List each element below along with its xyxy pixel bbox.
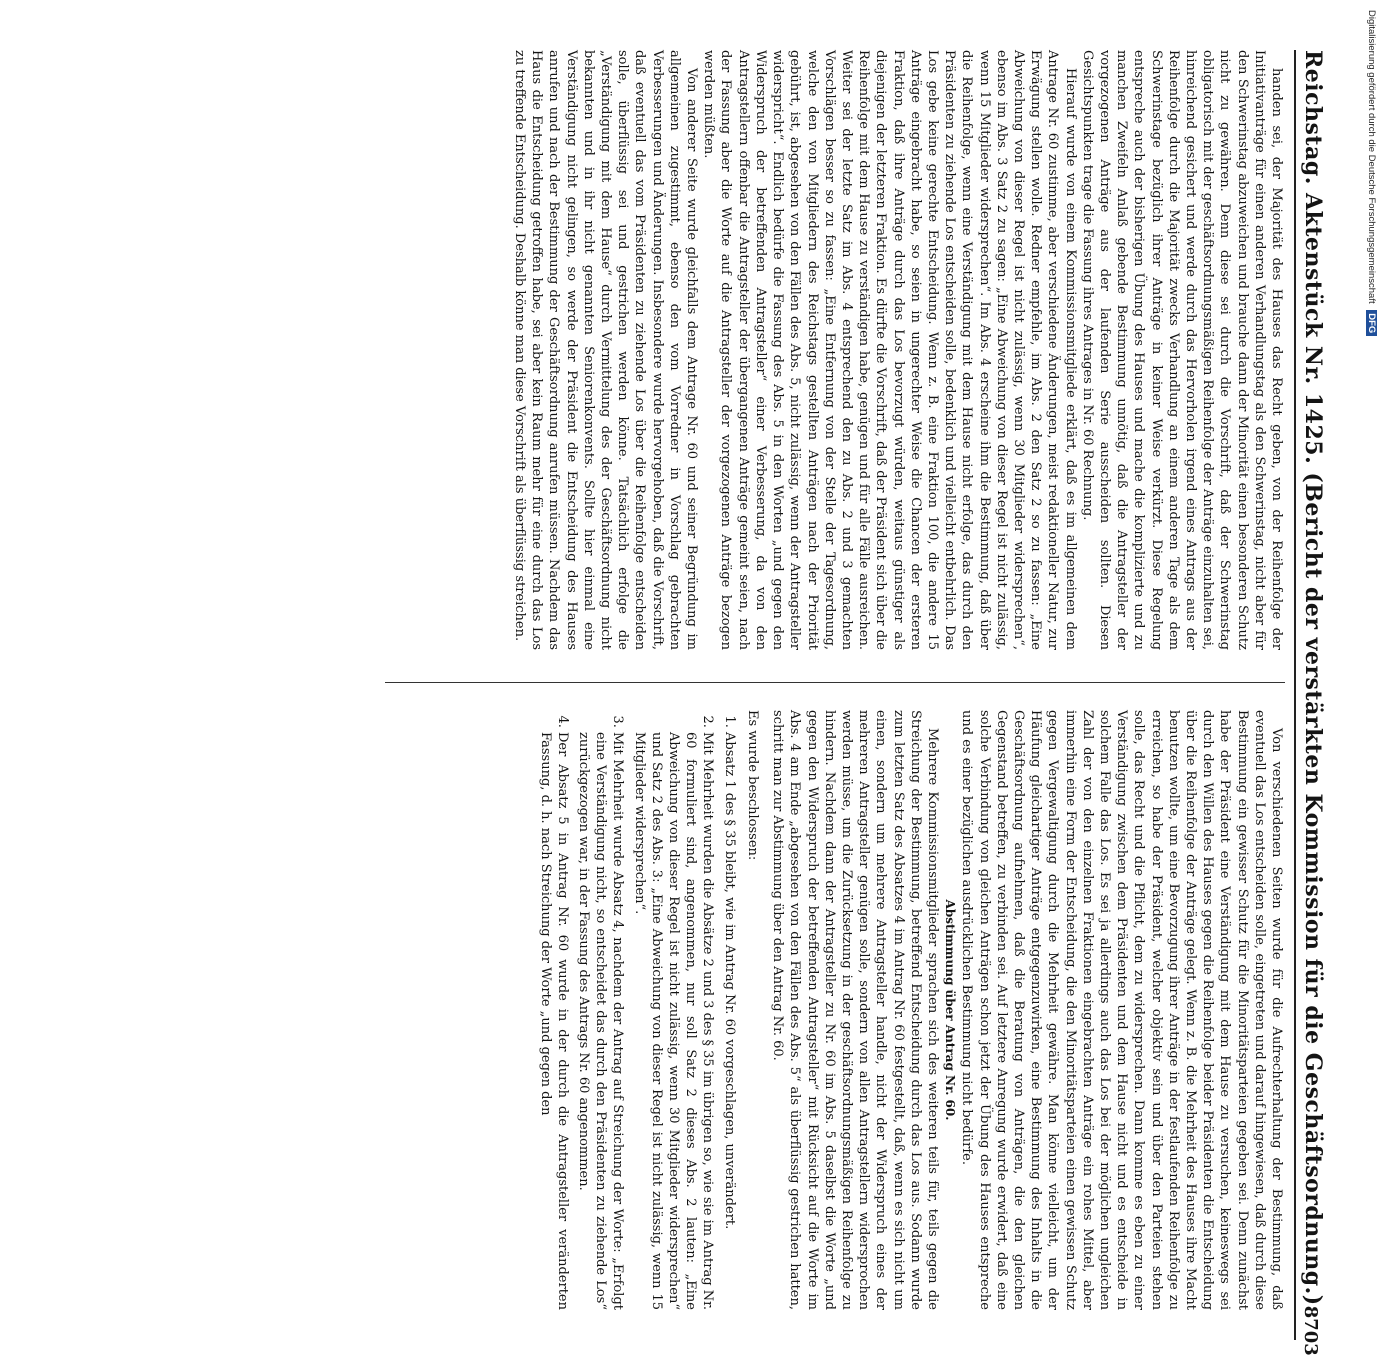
- paragraph: Hierauf wurde von einem Kommissionsmitgliede erklärt, daß es im allgemeinen dem Antrage Nr. 60 zustimme, aber verschiedene Änderungen, meist redaktioneller Natur, zur Erwägung stellen wolle. Redner empfehle, im Abs. 2 den Satz 2 so zu fassen: „Eine Abweichung von dieser Regel ist nicht zulässig, wenn 30 Mitglieder widersprechen“, ebenso im Abs. 3 Satz 2 zu sagen: „Eine Abweichung von dieser Regel ist nicht zulässig, wenn 15 Mitglieder widersprechen“. Im Abs. 4 erscheine ihm die Bestimmung, daß über die Reihenfolge, wenn eine Verständigung mit dem Hause nicht erfolge, das durch den Präsidenten zu ziehende Los entscheiden solle, bedenklich und vielleicht entbehrlich. Das Los gebe keine gerechte Entscheidung. Wenn z. B. eine Fraktion 100, die andere 15 Anträge eingebracht habe, so seien in ungerechter Weise die Chancen der ersteren Fraktion, daß ihre Anträge durch das Los bevorzugt würden, weitaus günstiger als diejenigen der letzteren Fraktion. Es dürfte die Vorschrift, daß der Präsident sich über die Reihenfolge mit dem Hause zu verständigen habe, genügen und für alle Fälle ausreichen. Weiter sei der letzte Satz im Abs. 4 entsprechend den zu Abs. 2 und 3 gemachten Vorschlägen besser so zu fassen: „Eine Entfernung von der Stelle der Tagesordnung, welche den von Mitgliedern des Reichstags gestellten Anträgen nach der Priorität gebührt, ist, abgesehen von den Fällen des Abs. 5, nicht zulässig, wenn der Antragsteller widerspricht“. Endlich bedürfe die Fassung des Abs. 5 in den Worten „und gegen den Widerspruch der betreffenden Antragsteller“ einer Verbesserung, da von den Antragstellern offenbar die Antragsteller der übergangenen Anträge gemeint seien, nach der Fassung aber die Worte auf die Antragsteller der vorgezogenen Anträge bezogen werden müßten.: [701, 50, 1078, 650]
- text-column-right: [532, 710, 1285, 1310]
- paragraph: Von verschiedenen Seiten wurde für die Aufrechterhaltung der Bestimmung, daß eventuell das Los entscheiden solle, eingetreten und darauf hingewiesen, daß durch diese Bestimmung ein gewisser Schutz für die Minoritätsparteien gegeben sei. Denn zunächst habe der Präsident eine Verständigung mit dem Hause zu versuchen, keineswegs sei durch den Willen des Hauses gegen die Reihenfolge beider Präsidenten die Entscheidung über die Reihenfolge der Anträge gelegt. Wenn z. B. die Mehrheit des Hauses ihre Macht benutzen wollte, um eine Bevorzugung ihrer Anträge in der festlaufenden Reihenfolge zu erreichen, so habe der Präsident, welcher objektiv sein und über den Parteien stehen solle, das Recht und die Pflicht, dem zu widersprechen. Dann komme es eben zu einer Verständigung zwischen dem Präsidenten und dem Hause nicht und es entscheide in solchem Falle das Los. Es sei ja allerdings auch das Los bei der möglichen ungleichen Zahl der von den einzelnen Fraktionen eingebrachten Anträge ein rohes Mittel, aber immerhin eine Form der Entscheidung, die den Minoritätsparteien einen gewissen Schutz gegen Vergewaltigung durch die Mehrheit gewähre. Man könne vielleicht, um der Häufung gleichartiger Anträge entgegenzuwirken, eine Bestimmung des Inhalts in die Geschäftsordnung aufnehmen, daß die Beratung von Anträgen, die den gleichen Gegenstand betreffen, zu verbinden sei. Auf letztere Anregung wurde erwidert, daß eine solche Verbindung von gleichen Anträgen schon jetzt der Übung des Hauses entspreche und es einer bezüglichen ausdrücklichen Bestimmung nicht bedürfe.: [959, 710, 1284, 1310]
- text-column-left: [511, 50, 1285, 650]
- list-item: 4. Der Absatz 5 in Antrag Nr. 60 wurde in der durch die Antragsteller veränderten Fassung, d. h. nach Streichung der Worte „und gegen den: [536, 732, 570, 1310]
- paragraph: handen sei, der Majorität des Hauses das Recht geben, von der Reihenfolge der Initiativanträge für einen anderen Verhandlungstag als den Schwerinstag, nicht aber für den Schwerinstag abzuweichen und brauche dann der Minorität einen besonderen Schutz nicht zu gewähren. Denn diese sei durch die Vorschrift, daß der Schwerinstag obligatorisch mit der geschäftsordnungsmäßigen Reihenfolge der Anträge einzuhalten sei, hinreichend gesichert und werde durch das Hervorholen irgend eines Antrags aus der Reihenfolge durch die Majorität zwecks Verhandlung an einem anderen Tage als dem Schwerinstage bezüglich ihrer Anträge in keiner Weise verkürzt. Diese Regelung entspreche auch der bisherigen Übung des Hauses und mache die komplizierte und zu manchen Zweifeln Anlaß gebende Bestimmung unnötig, daß die Antragsteller der vorgezogenen Anträge aus der laufenden Serie ausscheiden sollten. Diesen Gesichtspunkten trage die Fassung ihres Antrages in Nr. 60 Rechnung.: [1079, 50, 1284, 650]
- digitization-credit: [1361, 10, 1379, 990]
- running-head: Reichstag. Aktenstück Nr. 1425. (Bericht der verstärkten Kommission für die Geschäftsordnung.): [1300, 50, 1326, 1306]
- dfg-logo: DFG: [1366, 310, 1377, 336]
- page-header: [1300, 50, 1340, 1356]
- column-divider: [385, 682, 1285, 683]
- paragraph: Von anderer Seite wurde gleichfalls dem Antrage Nr. 60 und seiner Begründung im allgemeinen zugestimmt, ebenso den vom Vorredner in Vorschlag gebrachten Verbesserungen und Änderungen. Insbesondere wurde hervorgehoben, daß die Vorschrift, daß eventuell das vom Präsidenten zu ziehende Los über die Reihenfolge entscheiden solle, überflüssig sei und gestrichen werden könne. Tatsächlich erfolge die „Verständigung mit dem Hause“ durch Vermittelung des der Geschäftsordnung nicht bekannten und in ihr nicht genannten Seniorenkonvents. Sollte hier einmal eine Verständigung nicht gelingen, so werde der Präsident die Entscheidung des Hauses anrufen und nach der Bestimmung der Geschäftsordnung anrufen müssen. Nachdem das Haus die Entscheidung getroffen habe, sei aber kein Raum mehr für eine durch das Los zu treffende Entscheidung. Deshalb könne man diese Vorschrift als überflüssig streichen.: [512, 50, 700, 650]
- credit-text: Digitalisierung gefördert durch die Deutsche Forschungsgemeinschaft: [1366, 10, 1377, 304]
- paragraph: Mehrere Kommissionsmitglieder sprachen sich des weiteren teils für, teils gegen die Streichung der Bestimmung, betreffend Entscheidung durch das Los aus. Sodann wurde zum letzten Satz des Absatzes 4 im Antrag Nr. 60 festgestellt, daß, wenn es sich nicht um einen, sondern um mehrere Antragsteller handle, nicht der Widerspruch eines der mehreren Antragsteller genügen solle, sondern von allen Antragstellern widersprochen werden müsse, um die Zurücksetzung in der geschäftsordnungsmäßigen Reihenfolge zu hindern. Nachdem dann der Antragsteller zu Nr. 60 im Abs. 5 daselbst die Worte „und gegen den Widerspruch der betreffenden Antragsteller“ mit Rücksicht auf die Worte im Abs. 4 am Ende „abgesehen von den Fällen des Abs. 5“ als überflüssig gestrichen hatten, schritt man zur Abstimmung über den Antrag Nr. 60.: [770, 710, 940, 1310]
- rotated-document-page: [50, 50, 1340, 1356]
- page-number: 8703: [1300, 1305, 1321, 1356]
- list-item: 1. Absatz 1 des § 35 bleibt, wie im Antrag Nr. 60 vorgeschlagen, unverändert.: [721, 732, 738, 1310]
- resolution-intro: Es wurde beschlossen:: [744, 710, 760, 861]
- list-item: 3. Mit Mehrheit wurde Absatz 4, nachdem der Antrag auf Streichung der Worte: „Erfolgt eine Verständigung nicht, so entscheidet das durch den Präsidenten zu ziehende Los“ zurückgezogen war, in der Fassung des Antrags Nr. 60 angenommen.: [575, 732, 627, 1310]
- section-title: Abstimmung über Antrag Nr. 60.: [943, 899, 958, 1121]
- header-rule: [1294, 50, 1296, 1340]
- list-item: 2. Mit Mehrheit wurden die Absätze 2 und 3 des § 35 im übrigen so, wie sie im Antrag Nr. 60 formuliert sind, angenommen, nur soll Satz 2 dieses Abs. 2 lauten: „Eine Abweichung von dieser Regel ist nicht zulässig, wenn 30 Mitglieder widersprechen“ und Satz 2 des Abs. 3: „Eine Abweichung von dieser Regel ist nicht zulässig, wenn 15 Mitglieder widersprechen“.: [630, 732, 716, 1310]
- resolution-list: [536, 710, 737, 1310]
